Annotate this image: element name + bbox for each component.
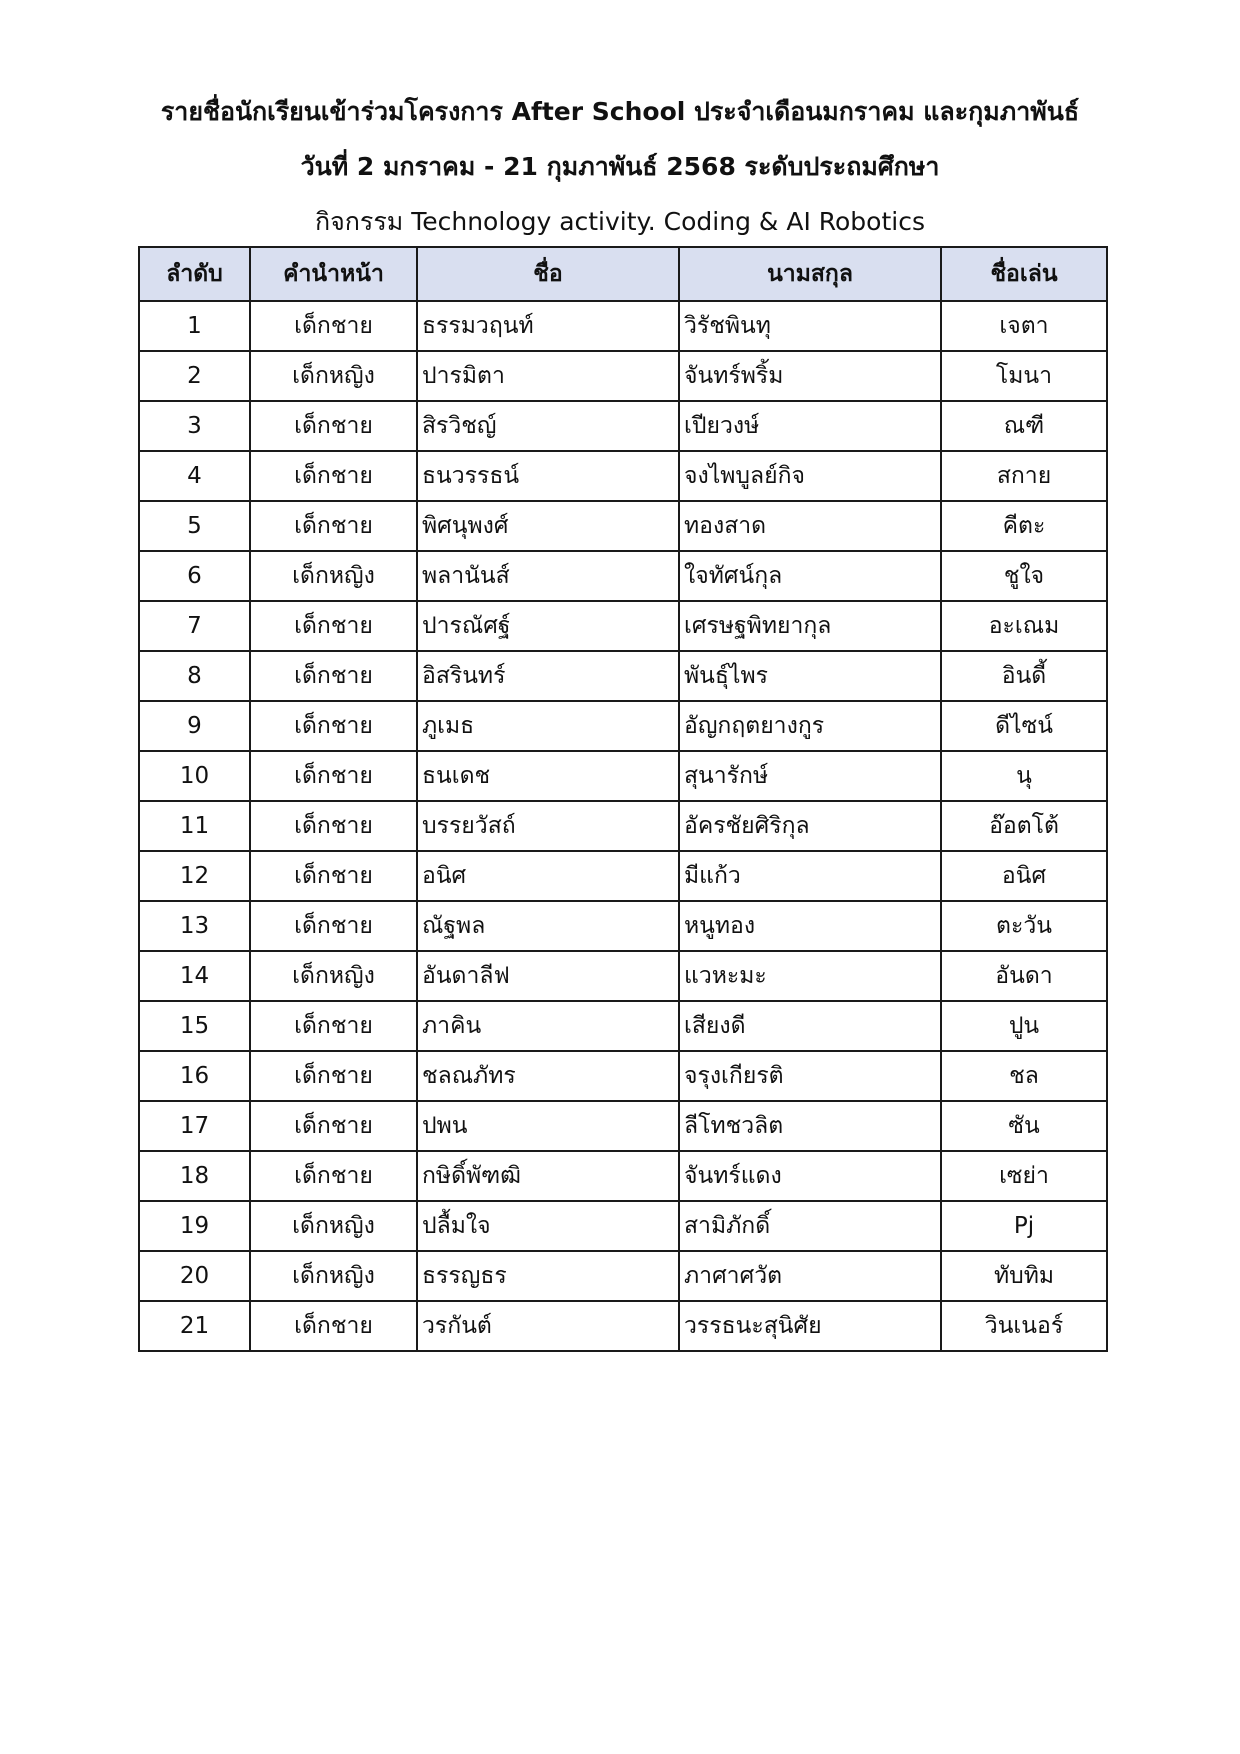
column-header-number: ลำดับ	[139, 247, 250, 301]
cell-title: เด็กหญิง	[250, 351, 417, 401]
cell-title: เด็กชาย	[250, 651, 417, 701]
cell-last-name: สุนารักษ์	[679, 751, 941, 801]
table-row	[139, 951, 1107, 1001]
cell-title: เด็กชาย	[250, 751, 417, 801]
cell-nickname: ดีไซน์	[941, 701, 1107, 751]
cell-last-name: เปียวงษ์	[679, 401, 941, 451]
cell-number: 20	[139, 1251, 250, 1301]
cell-title: เด็กชาย	[250, 1301, 417, 1351]
cell-last-name: ภาศาศวัต	[679, 1251, 941, 1301]
table-row	[139, 801, 1107, 851]
cell-title: เด็กหญิง	[250, 1251, 417, 1301]
cell-number: 6	[139, 551, 250, 601]
cell-first-name: ปารมิตา	[417, 351, 679, 401]
cell-last-name: เศรษฐพิทยากุล	[679, 601, 941, 651]
table-row	[139, 1051, 1107, 1101]
cell-last-name: มีแก้ว	[679, 851, 941, 901]
cell-number: 17	[139, 1101, 250, 1151]
cell-title: เด็กชาย	[250, 801, 417, 851]
table-row	[139, 751, 1107, 801]
cell-number: 10	[139, 751, 250, 801]
cell-first-name: ปพน	[417, 1101, 679, 1151]
table-row	[139, 501, 1107, 551]
table-row	[139, 451, 1107, 501]
cell-first-name: บรรยวัสถ์	[417, 801, 679, 851]
cell-nickname: เซย่า	[941, 1151, 1107, 1201]
cell-first-name: ธรรมวฤนท์	[417, 301, 679, 351]
cell-number: 12	[139, 851, 250, 901]
cell-nickname: ทับทิม	[941, 1251, 1107, 1301]
cell-title: เด็กหญิง	[250, 1201, 417, 1251]
cell-first-name: ณัฐพล	[417, 901, 679, 951]
cell-nickname: อินดี้	[941, 651, 1107, 701]
cell-first-name: อันดาลีฟ	[417, 951, 679, 1001]
cell-nickname: นุ	[941, 751, 1107, 801]
cell-last-name: ลีโทชวลิต	[679, 1101, 941, 1151]
cell-title: เด็กชาย	[250, 1101, 417, 1151]
table-row	[139, 301, 1107, 351]
cell-first-name: วรกันต์	[417, 1301, 679, 1351]
cell-last-name: วรรธนะสุนิศัย	[679, 1301, 941, 1351]
cell-last-name: วิรัชพินทุ	[679, 301, 941, 351]
cell-number: 14	[139, 951, 250, 1001]
column-header-last-name: นามสกุล	[679, 247, 941, 301]
cell-first-name: ปารณัศฐ์	[417, 601, 679, 651]
cell-last-name: สามิภักดิ์	[679, 1201, 941, 1251]
table-row	[139, 601, 1107, 651]
cell-first-name: สิรวิชญ์	[417, 401, 679, 451]
document-title: รายชื่อนักเรียนเข้าร่วมโครงการ After School ประจำเดือนมกราคม และกุมภาพันธ์	[160, 97, 1080, 126]
cell-title: เด็กชาย	[250, 851, 417, 901]
student-roster-table	[138, 246, 1108, 1352]
cell-title: เด็กชาย	[250, 301, 417, 351]
cell-number: 15	[139, 1001, 250, 1051]
cell-title: เด็กชาย	[250, 1151, 417, 1201]
cell-first-name: ปลื้มใจ	[417, 1201, 679, 1251]
table-row	[139, 551, 1107, 601]
cell-number: 9	[139, 701, 250, 751]
cell-nickname: อ๊อตโต้	[941, 801, 1107, 851]
cell-last-name: เสียงดี	[679, 1001, 941, 1051]
table-row	[139, 1301, 1107, 1351]
cell-nickname: Pj	[941, 1201, 1107, 1251]
cell-last-name: ใจทัศน์กุล	[679, 551, 941, 601]
cell-nickname: อะเณม	[941, 601, 1107, 651]
cell-first-name: ภูเมธ	[417, 701, 679, 751]
cell-number: 13	[139, 901, 250, 951]
cell-title: เด็กชาย	[250, 401, 417, 451]
table-row	[139, 1101, 1107, 1151]
cell-nickname: อันดา	[941, 951, 1107, 1001]
cell-nickname: ชูใจ	[941, 551, 1107, 601]
cell-title: เด็กชาย	[250, 1051, 417, 1101]
cell-number: 7	[139, 601, 250, 651]
column-header-first-name: ชื่อ	[417, 247, 679, 301]
table-row	[139, 1001, 1107, 1051]
table-header	[139, 247, 1107, 301]
column-header-title: คำนำหน้า	[250, 247, 417, 301]
cell-nickname: ซัน	[941, 1101, 1107, 1151]
cell-first-name: ภาคิน	[417, 1001, 679, 1051]
cell-first-name: ธนเดช	[417, 751, 679, 801]
cell-nickname: ณฑี	[941, 401, 1107, 451]
cell-number: 5	[139, 501, 250, 551]
cell-nickname: สกาย	[941, 451, 1107, 501]
cell-nickname: โมนา	[941, 351, 1107, 401]
cell-nickname: ชล	[941, 1051, 1107, 1101]
cell-last-name: อัครชัยศิริกุล	[679, 801, 941, 851]
cell-nickname: ตะวัน	[941, 901, 1107, 951]
cell-last-name: จันทร์พริ้ม	[679, 351, 941, 401]
cell-last-name: พันธุ์ไพร	[679, 651, 941, 701]
cell-title: เด็กชาย	[250, 501, 417, 551]
cell-last-name: แวหะมะ	[679, 951, 941, 1001]
cell-number: 3	[139, 401, 250, 451]
cell-last-name: จงไพบูลย์กิจ	[679, 451, 941, 501]
table-row	[139, 1251, 1107, 1301]
table-row	[139, 851, 1107, 901]
cell-last-name: จรุงเกียรติ	[679, 1051, 941, 1101]
cell-nickname: คีตะ	[941, 501, 1107, 551]
cell-last-name: ทองสาด	[679, 501, 941, 551]
cell-first-name: ธรรญธร	[417, 1251, 679, 1301]
document-date-range: วันที่ 2 มกราคม - 21 กุมภาพันธ์ 2568 ระดับประถมศึกษา	[300, 152, 940, 181]
document-activity: กิจกรรม Technology activity. Coding & AI Robotics	[315, 207, 925, 236]
cell-number: 19	[139, 1201, 250, 1251]
cell-number: 21	[139, 1301, 250, 1351]
cell-number: 8	[139, 651, 250, 701]
cell-last-name: อัญกฤตยางกูร	[679, 701, 941, 751]
cell-first-name: พิศนุพงศ์	[417, 501, 679, 551]
cell-number: 1	[139, 301, 250, 351]
cell-title: เด็กหญิง	[250, 951, 417, 1001]
cell-first-name: กษิดิ์พัฑฒิ	[417, 1151, 679, 1201]
column-header-nickname: ชื่อเล่น	[941, 247, 1107, 301]
table-row	[139, 651, 1107, 701]
table-row	[139, 401, 1107, 451]
table-header-row	[139, 247, 1107, 301]
cell-first-name: อิสรินทร์	[417, 651, 679, 701]
cell-title: เด็กชาย	[250, 1001, 417, 1051]
cell-first-name: ธนวรรธน์	[417, 451, 679, 501]
cell-number: 2	[139, 351, 250, 401]
table-row	[139, 1151, 1107, 1201]
cell-nickname: วินเนอร์	[941, 1301, 1107, 1351]
cell-first-name: ชลณภัทร	[417, 1051, 679, 1101]
cell-title: เด็กชาย	[250, 901, 417, 951]
table-body	[139, 301, 1107, 1351]
table-row	[139, 351, 1107, 401]
cell-nickname: ปูน	[941, 1001, 1107, 1051]
cell-title: เด็กชาย	[250, 701, 417, 751]
cell-number: 16	[139, 1051, 250, 1101]
cell-last-name: จันทร์แดง	[679, 1151, 941, 1201]
table-row	[139, 1201, 1107, 1251]
cell-last-name: หนูทอง	[679, 901, 941, 951]
cell-title: เด็กหญิง	[250, 551, 417, 601]
cell-title: เด็กชาย	[250, 601, 417, 651]
cell-first-name: พลานันส์	[417, 551, 679, 601]
cell-number: 11	[139, 801, 250, 851]
table-row	[139, 901, 1107, 951]
cell-nickname: เจตา	[941, 301, 1107, 351]
cell-nickname: อนิศ	[941, 851, 1107, 901]
cell-number: 18	[139, 1151, 250, 1201]
cell-title: เด็กชาย	[250, 451, 417, 501]
table-row	[139, 701, 1107, 751]
cell-first-name: อนิศ	[417, 851, 679, 901]
cell-number: 4	[139, 451, 250, 501]
